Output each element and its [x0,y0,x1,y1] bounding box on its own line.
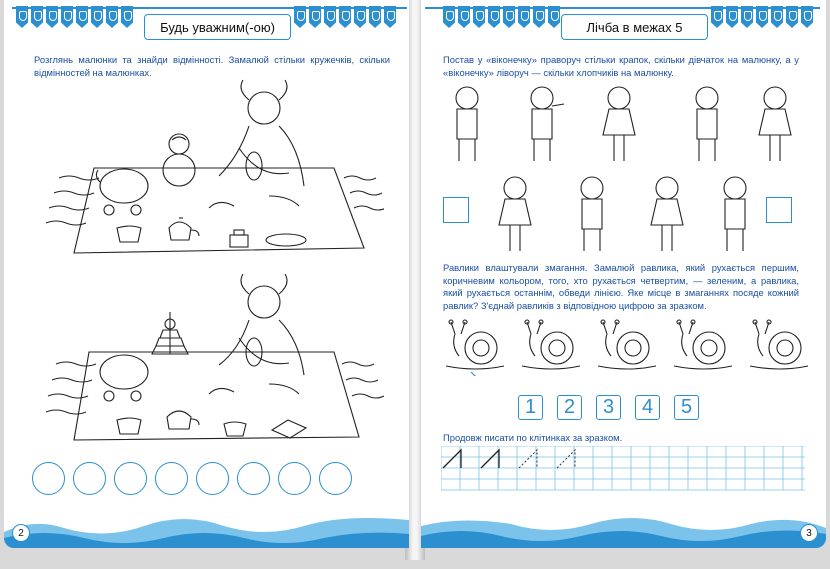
flag-icon [384,6,396,28]
bunting-left [16,6,133,34]
wave-decoration [421,512,826,548]
flag-icon [61,6,73,28]
page-title: Будь уважним(-ою) [144,14,291,40]
flag-icon [91,6,103,28]
flag-icon [771,6,783,28]
place-numbers [518,395,699,420]
left-page [4,0,409,548]
flag-icon [458,6,470,28]
task-1-text: Постав у «віконечку» праворуч стільки крапок, скільки дівчаток на малюнку, а у «віконечку» ліворуч — скільки хлопчиків на малюнку. [443,54,799,78]
wave-decoration [4,512,409,548]
writing-grid[interactable] [441,446,806,492]
flag-icon [46,6,58,28]
answer-circle[interactable] [32,462,65,495]
answer-circle[interactable] [278,462,311,495]
flag-icon [31,6,43,28]
flag-icon [294,6,306,28]
number-box-2[interactable]: 2 [557,395,582,420]
scene-top-illustration [34,78,384,263]
flag-icon [339,6,351,28]
flag-icon [726,6,738,28]
boys-count-box[interactable] [443,197,469,223]
answer-circle[interactable] [196,462,229,495]
page-number: 3 [800,524,818,542]
flag-icon [786,6,798,28]
flag-icon [16,6,28,28]
answer-circle[interactable] [319,462,352,495]
flag-icon [121,6,133,28]
flag-icon [741,6,753,28]
flag-icon [324,6,336,28]
flag-icon [503,6,515,28]
flag-icon [711,6,723,28]
flag-icon [518,6,530,28]
scene-bottom-illustration [34,272,384,452]
flag-icon [548,6,560,28]
flag-icon [354,6,366,28]
answer-circles [32,462,352,495]
answer-circle[interactable] [73,462,106,495]
number-box-1[interactable]: 1 [518,395,543,420]
flag-icon [533,6,545,28]
page-title: Лічба в межах 5 [561,14,708,40]
children-illustration [447,78,807,258]
number-box-3[interactable]: 3 [596,395,621,420]
flag-icon [488,6,500,28]
snails-illustration [441,316,811,376]
task-3-text: Продовж писати по клітинках за зразком. [443,432,623,443]
task-text: Розглянь малюнки та знайди відмінності. Замалюй стільки кружечків, скільки відмінностей на малюнках. [34,54,390,78]
flag-icon [443,6,455,28]
answer-circle[interactable] [114,462,147,495]
bunting-left [443,6,560,34]
answer-circle[interactable] [237,462,270,495]
answer-circle[interactable] [155,462,188,495]
girls-count-box[interactable] [766,197,792,223]
page-number: 2 [12,524,30,542]
flag-icon [369,6,381,28]
number-box-4[interactable]: 4 [635,395,660,420]
right-page [421,0,826,548]
bunting-right [294,6,396,34]
flag-icon [473,6,485,28]
flag-icon [756,6,768,28]
bunting-right [711,6,813,34]
number-box-5[interactable]: 5 [674,395,699,420]
flag-icon [309,6,321,28]
flag-icon [106,6,118,28]
task-2-text: Равлики влаштували змагання. Замалюй равлика, який рухається першим, коричневим кольором, того, хто рухається четвертим, — зеленим, а равлика, який рухається останнім, обведи лінією. Яке місце в змаганнях посяде кожний равлик? З'єднай равликів з відповідною цифрою за зразком. [443,262,799,311]
flag-icon [76,6,88,28]
flag-icon [801,6,813,28]
